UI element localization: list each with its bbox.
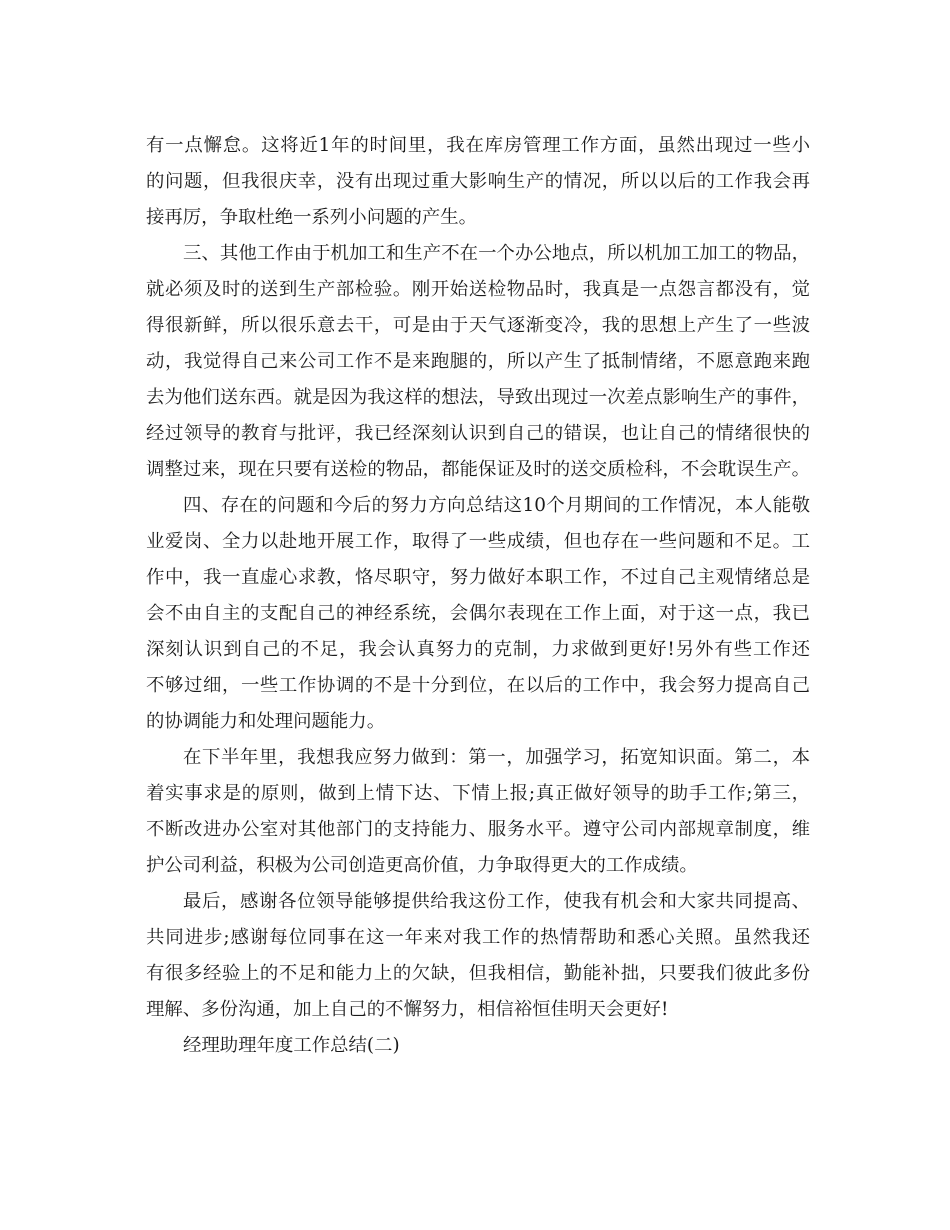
text-line: 就必须及时的送到生产部检验。刚开始送检物品时，我真是一点怨言都没有，觉 [146,279,810,300]
document-body [146,128,810,1064]
text-line: 有很多经验上的不足和能力上的欠缺，但我相信，勤能补拙，只要我们彼此多份 [146,963,810,984]
paragraph-start-line: 在下半年里，我想我应努力做到：第一，加强学习，拓宽知识面。第二，本 [183,747,810,768]
text-line: 去为他们送东西。就是因为我这样的想法，导致出现过一次差点影响生产的事件， [146,387,810,408]
text-line: 会不由自主的支配自己的神经系统，会偶尔表现在工作上面，对于这一点，我已 [146,603,810,624]
text-line: 的问题，但我很庆幸，没有出现过重大影响生产的情况，所以以后的工作我会再 [146,171,810,192]
text-line: 不断改进办公室对其他部门的支持能力、服务水平。遵守公司内部规章制度，维 [146,819,810,840]
text-line: 的协调能力和处理问题能力。 [146,711,386,732]
text-line: 作中，我一直虚心求教，恪尽职守，努力做好本职工作，不过自己主观情绪总是 [146,567,810,588]
section-heading: 经理助理年度工作总结(二) [183,1035,400,1056]
text-line: 不够过细，一些工作协调的不是十分到位，在以后的工作中，我会努力提高自己 [146,675,810,696]
text-line: 理解、多份沟通，加上自己的不懈努力，相信裕恒佳明天会更好! [146,999,669,1020]
text-line: 业爱岗、全力以赴地开展工作，取得了一些成绩，但也存在一些问题和不足。工 [146,531,810,552]
paragraph-start-line: 四、存在的问题和今后的努力方向总结这10个月期间的工作情况，本人能敬 [183,495,810,516]
paragraph-start-line: 三、其他工作由于机加工和生产不在一个办公地点，所以机加工加工的物品， [183,243,810,264]
text-line: 有一点懈怠。这将近1年的时间里，我在库房管理工作方面，虽然出现过一些小 [146,135,810,156]
text-line: 经过领导的教育与批评，我已经深刻认识到自己的错误，也让自己的情绪很快的 [146,423,810,444]
text-line: 动，我觉得自己来公司工作不是来跑腿的，所以产生了抵制情绪，不愿意跑来跑 [146,351,810,372]
text-line: 着实事求是的原则，做到上情下达、下情上报;真正做好领导的助手工作;第三， [146,783,810,804]
text-line: 深刻认识到自己的不足，我会认真努力的克制，力求做到更好!另外有些工作还 [146,639,810,660]
text-line: 护公司利益，积极为公司创造更高价值，力争取得更大的工作成绩。 [146,855,698,876]
text-line: 调整过来，现在只要有送检的物品，都能保证及时的送交质检科，不会耽误生产。 [146,459,810,480]
paragraph-start-line: 最后，感谢各位领导能够提供给我这份工作，使我有机会和大家共同提高、 [183,891,810,912]
text-line: 共同进步;感谢每位同事在这一年来对我工作的热情帮助和悉心关照。虽然我还 [146,927,810,948]
text-line: 得很新鲜，所以很乐意去干，可是由于天气逐渐变冷，我的思想上产生了一些波 [146,315,810,336]
text-line: 接再厉，争取杜绝一系列小问题的产生。 [146,207,478,228]
